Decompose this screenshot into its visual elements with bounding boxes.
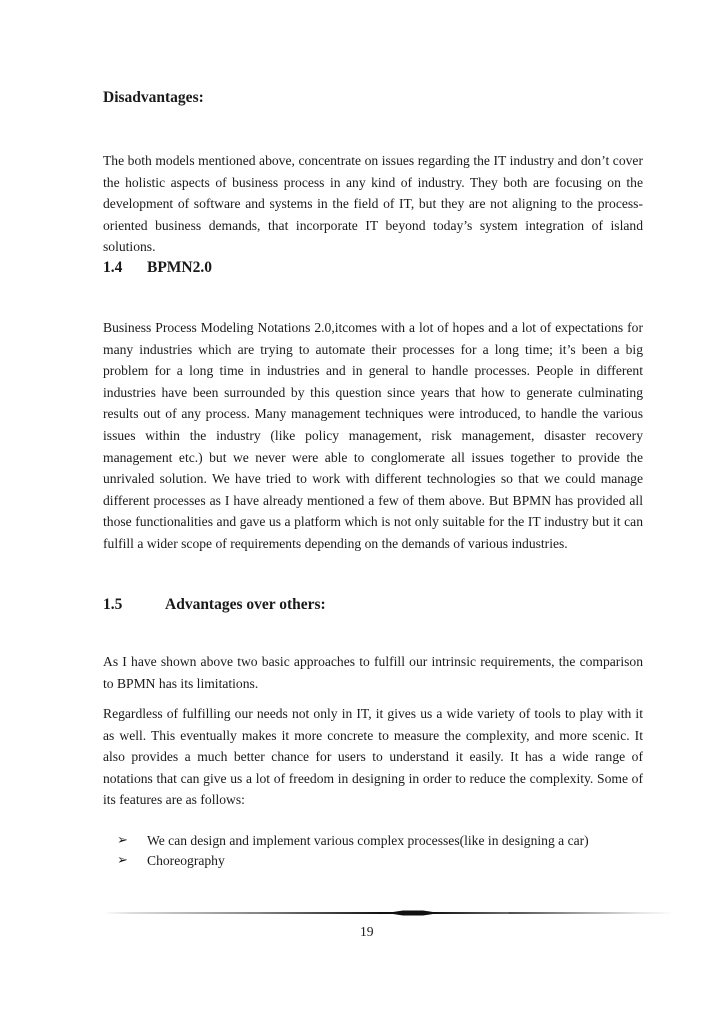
section-title: BPMN2.0 <box>147 259 213 276</box>
section-title: Advantages over others: <box>165 596 326 613</box>
list-item-text: We can design and implement various complex processes(like in designing a car) <box>147 833 589 848</box>
list-item <box>117 851 637 871</box>
features-list <box>117 831 637 871</box>
page-number: 19 <box>360 924 374 939</box>
disadvantages-paragraph: The both models mentioned above, concentrate on issues regarding the IT industry and don’t cover the holistic aspects of business process in any kind of industry. They both are focusing on the development of software and systems in the field of IT, but they are not aligning to the process-oriented business demands, that incorporate IT beyond today’s system integration of island solutions. <box>103 153 643 255</box>
advantages-intro-paragraph: As I have shown above two basic approaches to fulfill our intrinsic requirements, the comparison to BPMN has its limitations. <box>103 654 643 691</box>
arrowhead-bullet-icon: ➢ <box>117 853 128 868</box>
arrowhead-bullet-icon: ➢ <box>117 833 128 848</box>
disadvantages-heading: Disadvantages: <box>103 89 204 106</box>
section-1-4-heading <box>103 259 212 277</box>
advantages-detail-paragraph: Regardless of fulfilling our needs not only in IT, it gives us a wide variety of tools to play with it as well. This eventually makes it more concrete to measure the complexity, and more scenic. It also provides a much better chance for users to understand it easily. It has a wide range of notations that can give us a lot of freedom in designing in order to reduce the complexity. Some of its features are as follows: <box>103 706 643 808</box>
section-number: 1.5 <box>103 596 123 613</box>
list-item <box>117 831 637 851</box>
section-number: 1.4 <box>103 259 123 276</box>
bpmn-paragraph: Business Process Modeling Notations 2.0,itcomes with a lot of hopes and a lot of expectations for many industries which are trying to automate their processes for a long time; it’s been a big problem for a long time in industries and in general to handle processes. People in different industries have been surrounded by this question since years that how to generate culminating results out of any process. Many management techniques were introduced, to handle the various issues within the industry (like policy management, risk management, disaster recovery management etc.) but we never were able to conglomerate all issues together to provide the unrivaled solution. We have tried to work with different technologies so that we could manage different processes as I have already mentioned a few of them above. But BPMN has provided all those functionalities and gave us a platform which is not only suitable for the IT industry but it can fulfill a wider scope of requirements depending on the demands of various industries. <box>103 320 643 551</box>
footer-divider <box>103 910 675 916</box>
section-1-5-heading <box>103 596 326 614</box>
list-item-text: Choreography <box>147 853 225 868</box>
